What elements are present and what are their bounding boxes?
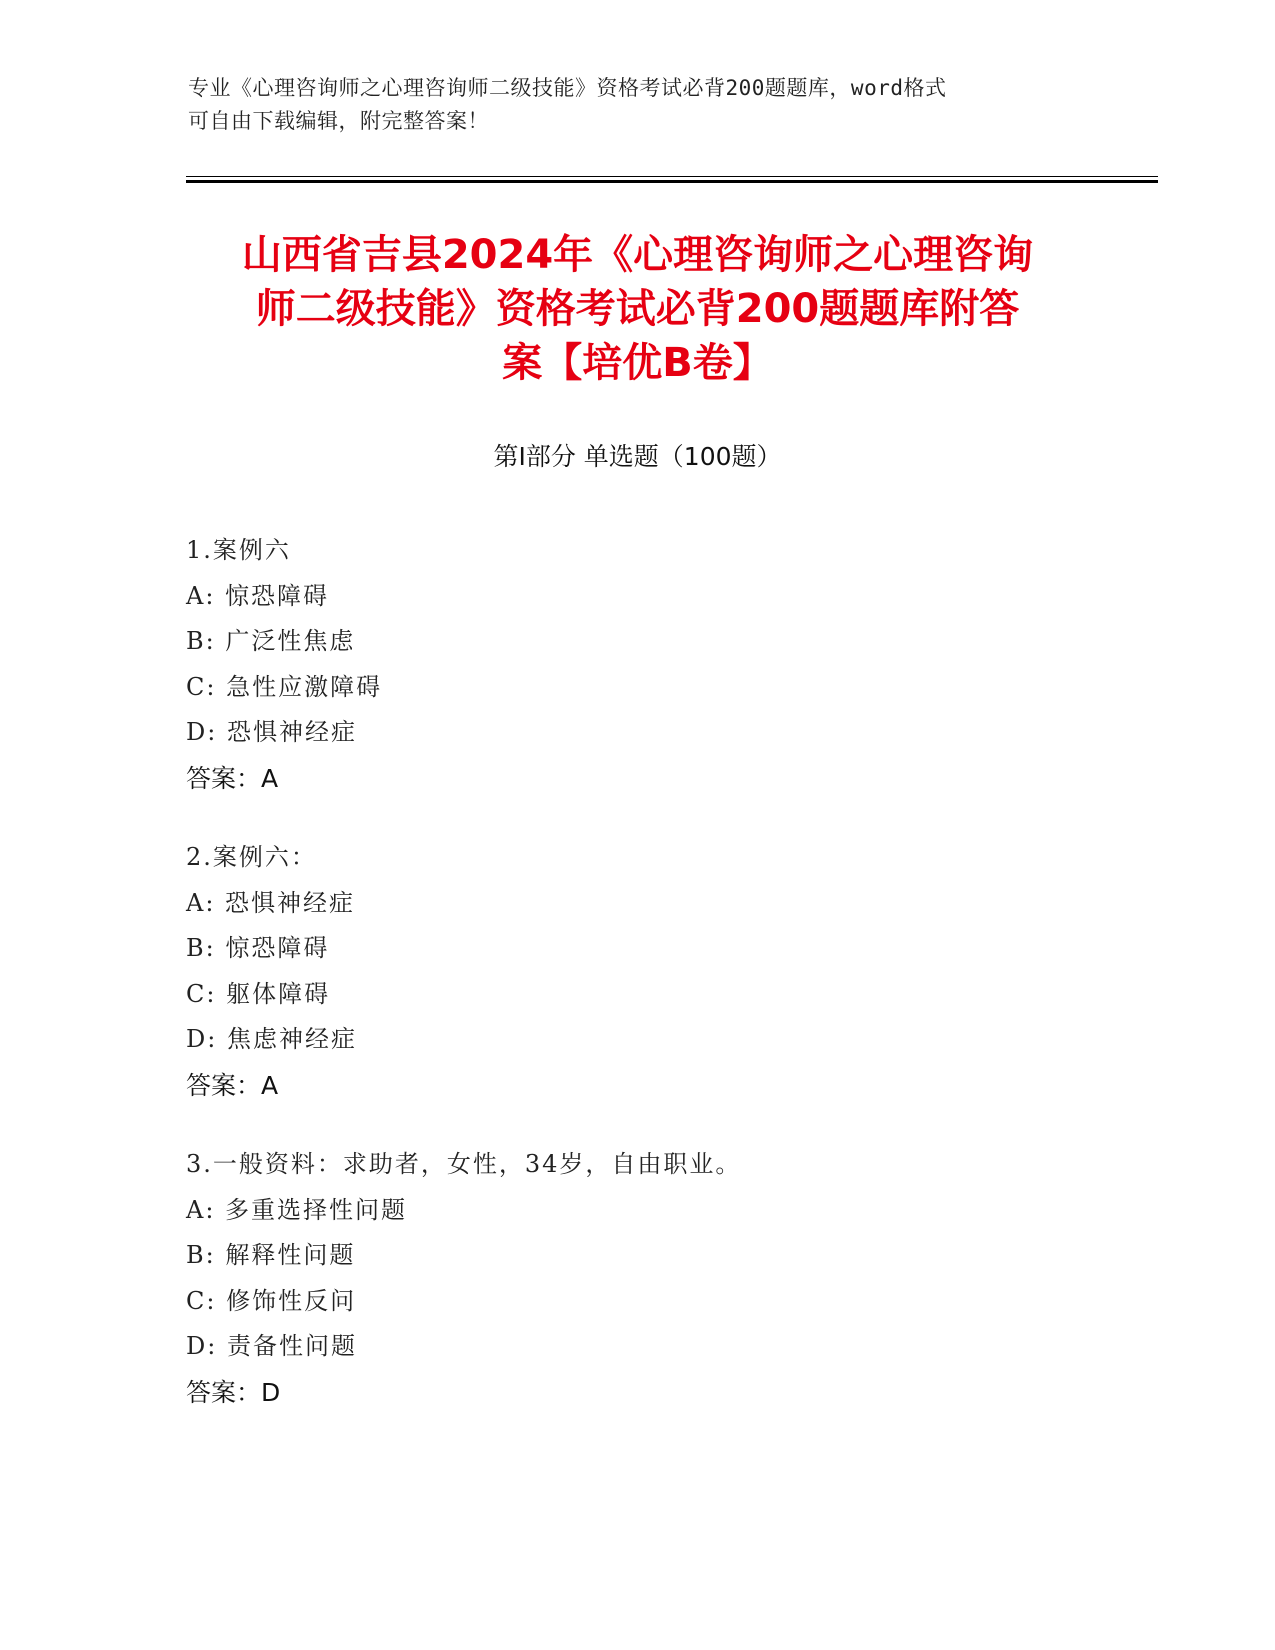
header-divider-thick: [186, 180, 1158, 183]
option-b: B: 广泛性焦虑: [186, 627, 356, 655]
header-note-line: 可自由下载编辑，附完整答案！: [188, 109, 489, 133]
answer-line: 答案：D: [186, 1377, 281, 1407]
option-a: A: 恐惧神经症: [186, 888, 356, 917]
answer-line: 答案：A: [186, 1070, 279, 1100]
option-d: D: 责备性问题: [186, 1332, 357, 1360]
question-list: [186, 528, 1146, 1449]
option-a: A: 多重选择性问题: [186, 1195, 408, 1224]
title-line: 山西省吉县2024年《心理咨询师之心理咨询: [241, 232, 1034, 278]
document-title: [160, 228, 1115, 390]
option-c: C: 急性应激障碍: [186, 672, 383, 701]
question-item: [186, 528, 1146, 801]
section-heading: 第Ⅰ部分 单选题（100题）: [493, 442, 782, 471]
option-d: D: 恐惧神经症: [186, 718, 357, 746]
option-c: C: 躯体障碍: [186, 979, 331, 1008]
option-d: D: 焦虑神经症: [186, 1025, 357, 1053]
question-item: [186, 835, 1146, 1108]
option-b: B: 惊恐障碍: [186, 934, 330, 962]
question-stem: 2.案例六：: [186, 843, 317, 871]
header-note-line: 专业《心理咨询师之心理咨询师二级技能》资格考试必背200题题库，word格式: [188, 76, 947, 100]
option-a: A: 惊恐障碍: [186, 581, 330, 610]
header-divider-thin: [186, 176, 1158, 177]
option-b: B: 解释性问题: [186, 1241, 356, 1269]
answer-line: 答案：A: [186, 763, 279, 793]
header-note: [188, 72, 1088, 138]
question-stem: 1.案例六: [186, 536, 291, 564]
title-line: 师二级技能》资格考试必背200题题库附答: [255, 286, 1020, 332]
question-stem: 3.一般资料：求助者，女性，34岁，自由职业。: [186, 1150, 742, 1178]
title-line: 案【培优B卷】: [502, 340, 773, 386]
question-item: [186, 1142, 1146, 1415]
option-c: C: 修饰性反问: [186, 1286, 357, 1315]
